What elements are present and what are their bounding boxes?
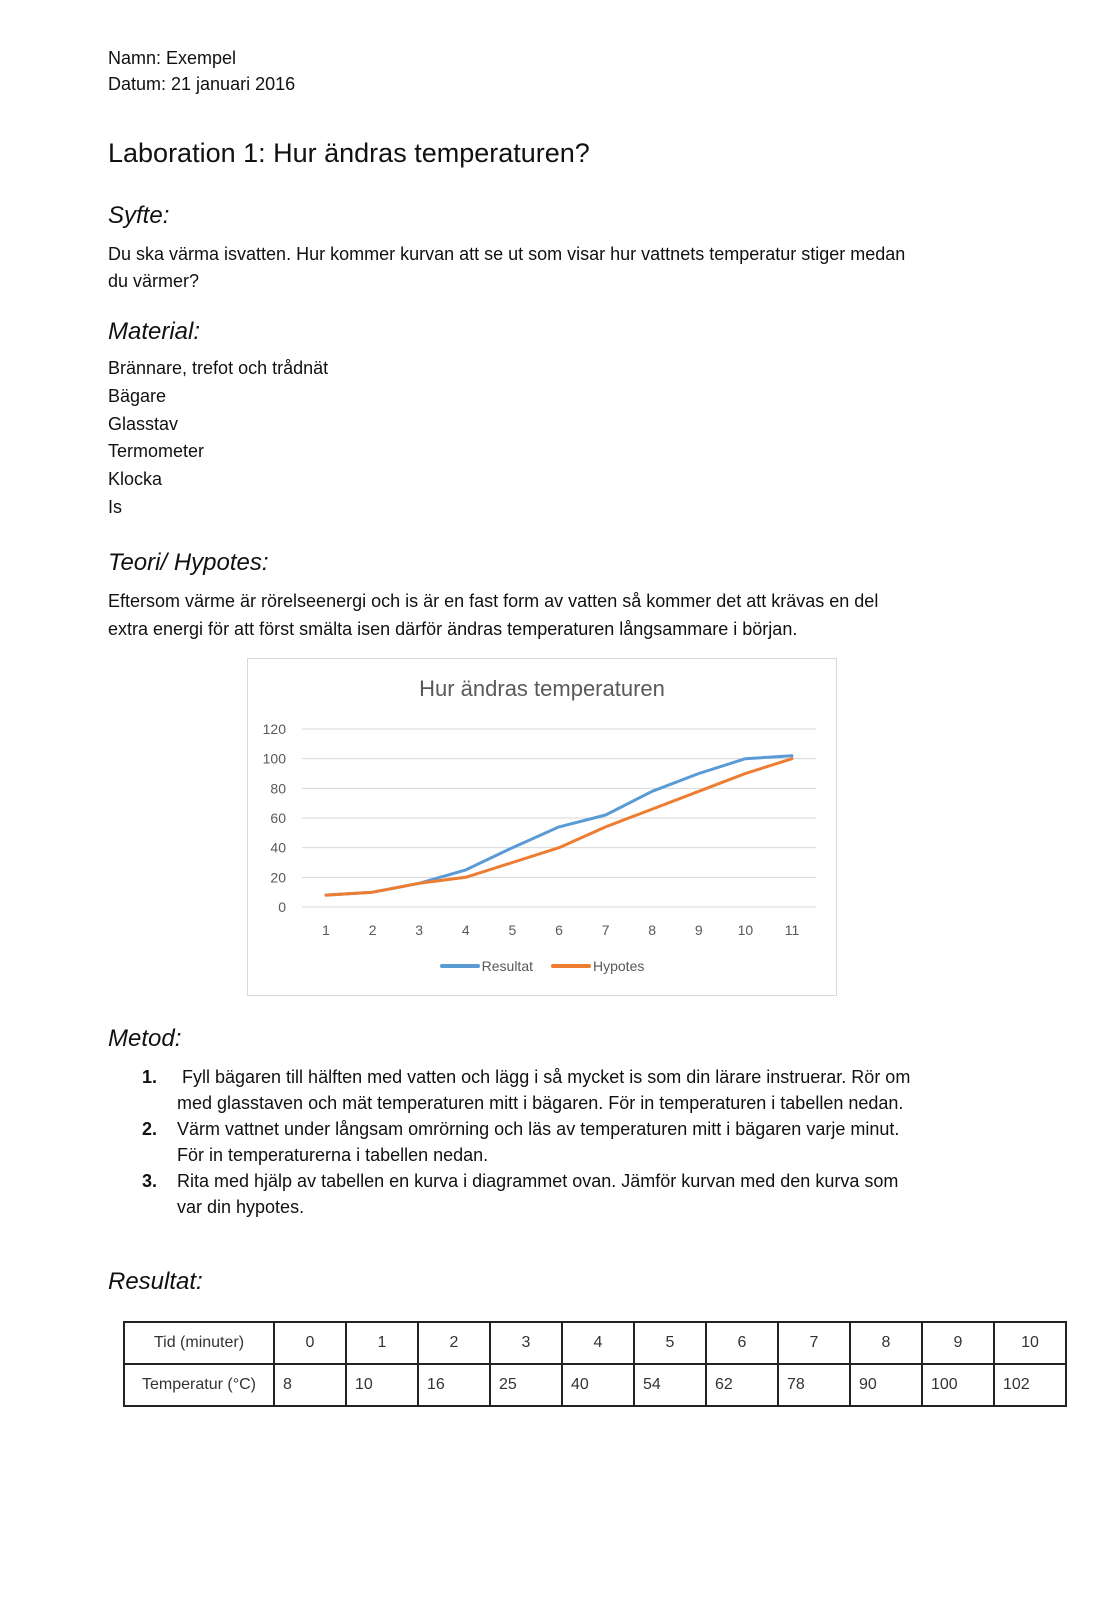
table-cell: 7 [778, 1322, 850, 1364]
y-tick-label: 0 [278, 899, 286, 915]
series-line-resultat [326, 756, 792, 895]
x-tick-label: 7 [601, 922, 610, 938]
legend-item-resultat [440, 958, 533, 974]
legend-swatch-hypotes [551, 964, 591, 968]
material-item: Bägare [108, 385, 167, 406]
step-number: 2. [142, 1119, 158, 1139]
material-item: Brännare, trefot och trådnät [108, 358, 329, 378]
x-tick-label: 6 [555, 922, 563, 938]
table-cell: 2 [418, 1322, 490, 1364]
row-header-time: Tid (minuter) [124, 1322, 274, 1364]
table-cell: 54 [634, 1364, 706, 1406]
x-tick-label: 5 [508, 922, 517, 938]
step-line: Värm vattnet under långsam omrörning och läs av temperaturen mitt i bägaren varje minut. [177, 1119, 900, 1139]
teori-line-2: extra energi för att först smälta isen därför ändras temperaturen långsammare i början. [108, 619, 798, 639]
x-tick-label: 1 [322, 922, 330, 938]
table-cell: 1 [346, 1322, 418, 1364]
x-tick-label: 4 [461, 922, 470, 938]
y-tick-label: 100 [262, 750, 286, 767]
table-cell: 10 [994, 1322, 1066, 1364]
legend-item-hypotes [551, 958, 644, 974]
syfte-line-1: Du ska värma isvatten. Hur kommer kurvan att se ut som visar hur vattnets temperatur stiger medan [108, 244, 906, 264]
method-step-1 [140, 1064, 980, 1116]
resultat-heading: Resultat: [108, 1268, 203, 1295]
y-tick-label: 120 [262, 721, 286, 737]
step-line: med glasstaven och mät temperaturen mitt i bägaren. För in temperaturen i tabellen nedan. [177, 1093, 904, 1113]
method-step-2 [140, 1116, 980, 1168]
step-line: var din hypotes. [177, 1197, 305, 1217]
x-tick-label: 8 [648, 922, 657, 938]
y-tick-label: 60 [270, 810, 286, 826]
document-title: Laboration 1: Hur ändras temperaturen? [108, 138, 590, 168]
results-table [123, 1321, 1067, 1407]
legend-label-hypotes: Hypotes [593, 958, 645, 974]
legend-label-resultat: Resultat [481, 958, 533, 974]
table-cell: 62 [706, 1364, 778, 1406]
teori-heading: Teori/ Hypotes: [108, 549, 269, 576]
table-row-temperature [124, 1364, 1066, 1406]
material-list [108, 355, 328, 522]
table-cell: 0 [274, 1322, 346, 1364]
material-item: Is [108, 496, 123, 517]
material-item: Glasstav [108, 413, 179, 434]
x-tick-label: 10 [737, 922, 754, 938]
step-line: Rita med hjälp av tabellen en kurva i diagrammet ovan. Jämför kurvan med den kurva som [177, 1171, 899, 1191]
x-tick-label: 2 [368, 922, 377, 938]
material-heading: Material: [108, 318, 201, 345]
legend-swatch-resultat [440, 964, 480, 968]
table-cell: 5 [634, 1322, 706, 1364]
table-cell: 6 [706, 1322, 778, 1364]
step-number: 1. [142, 1067, 158, 1087]
chart-title: Hur ändras temperaturen [419, 676, 665, 701]
table-cell: 25 [490, 1364, 562, 1406]
x-tick-label: 9 [694, 922, 703, 938]
chart-plot-area [248, 659, 836, 995]
step-number: 3. [142, 1171, 158, 1191]
table-cell: 102 [994, 1364, 1066, 1406]
table-cell: 100 [922, 1364, 994, 1406]
x-tick-label: 11 [784, 922, 800, 938]
method-steps [140, 1064, 980, 1220]
table-cell: 16 [418, 1364, 490, 1406]
material-item: Klocka [108, 469, 163, 490]
y-tick-label: 20 [270, 869, 286, 886]
table-cell: 9 [922, 1322, 994, 1364]
chart-legend [248, 958, 836, 974]
teori-text [108, 587, 988, 643]
y-tick-label: 40 [270, 839, 286, 856]
step-line: För in temperaturerna i tabellen nedan. [177, 1145, 489, 1165]
step-line: Fyll bägaren till hälften med vatten och lägg i så mycket is som din lärare instruerar. Rör om [177, 1067, 911, 1087]
table-cell: 78 [778, 1364, 850, 1406]
syfte-text [108, 241, 988, 295]
x-tick-label: 3 [415, 922, 424, 938]
table-cell: 4 [562, 1322, 634, 1364]
table-cell: 3 [490, 1322, 562, 1364]
table-cell: 40 [562, 1364, 634, 1406]
temperature-chart [247, 658, 837, 996]
table-cell: 8 [274, 1364, 346, 1406]
name-line: Namn: Exempel [108, 48, 237, 68]
table-cell: 10 [346, 1364, 418, 1406]
row-header-temperature: Temperatur (°C) [124, 1364, 274, 1406]
method-step-3 [140, 1168, 980, 1220]
metod-heading: Metod: [108, 1025, 182, 1052]
syfte-heading: Syfte: [108, 202, 170, 229]
table-row-time [124, 1322, 1066, 1364]
y-tick-label: 80 [270, 780, 286, 797]
syfte-line-2: du värmer? [108, 271, 200, 291]
date-line: Datum: 21 januari 2016 [108, 74, 296, 94]
teori-line-1: Eftersom värme är rörelseenergi och is är en fast form av vatten så kommer det att krävas en del [108, 591, 879, 611]
table-cell: 90 [850, 1364, 922, 1406]
table-cell: 8 [850, 1322, 922, 1364]
material-item: Termometer [108, 441, 205, 462]
